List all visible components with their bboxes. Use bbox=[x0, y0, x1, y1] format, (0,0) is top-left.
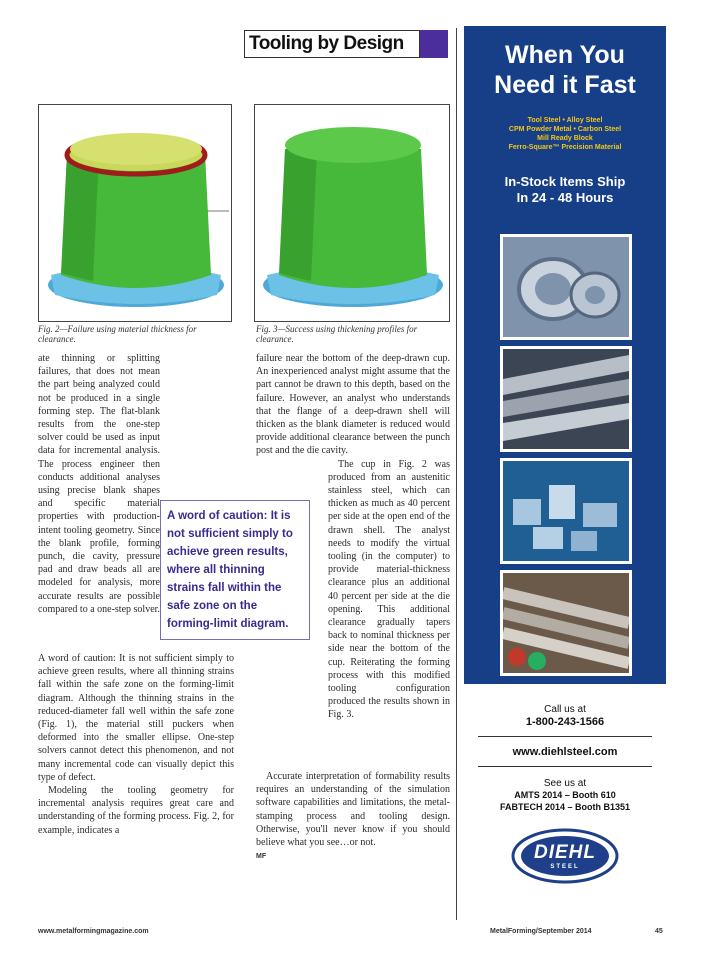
ad-ship-line-2: In 24 - 48 Hours bbox=[516, 190, 614, 205]
ad-feature: Ferro-Square™ Precision Material bbox=[508, 144, 622, 151]
ad-see-us-label: See us at bbox=[543, 778, 587, 789]
column-divider bbox=[456, 28, 457, 920]
ad-phone-number: 1-800-243-1566 bbox=[525, 716, 605, 728]
ad-feature: CPM Powder Metal • Carbon Steel bbox=[508, 126, 622, 133]
ad-call-label: Call us at bbox=[544, 704, 586, 715]
article-paragraph: A word of caution: It is not sufficient simply to achieve green results, where all thinning strains fall within the safe zone on the forming-limit diagram. Although the thinning strains in the reduced-diameter fall well within the safe zone (Fig. 1), the material still puckers when deformed into the smaller ellipse. One-step solvers cannot detect this phenomenon, and not many incremental code can visually depict this type of defect. bbox=[38, 653, 234, 783]
steel-bars-photo bbox=[500, 346, 632, 452]
figure-3-caption: Fig. 3—Success using thickening profiles for clearance. bbox=[256, 324, 418, 344]
steel-rods-photo bbox=[500, 570, 632, 676]
ad-headline bbox=[464, 40, 666, 100]
ad-ship-line-1: In-Stock Items Ship bbox=[504, 174, 626, 189]
ad-divider bbox=[478, 736, 652, 737]
end-mark: MF bbox=[256, 853, 267, 861]
figure-2-image bbox=[38, 104, 232, 322]
ad-shipping-promise bbox=[464, 174, 666, 206]
article-left-column-continued bbox=[38, 652, 234, 837]
ad-website: www.diehlsteel.com bbox=[512, 746, 618, 758]
section-color-chip bbox=[420, 30, 448, 58]
diehl-steel-logo bbox=[510, 826, 620, 886]
ad-headline-line-1: When You bbox=[505, 41, 625, 69]
ad-headline-line-2: Need it Fast bbox=[494, 71, 636, 99]
article-right-column-end bbox=[256, 770, 450, 863]
ad-header-panel bbox=[464, 26, 666, 232]
steel-blocks-photo bbox=[500, 458, 632, 564]
steel-coil-photo bbox=[500, 234, 632, 340]
footer-issue: MetalForming/September 2014 bbox=[490, 928, 592, 935]
article-paragraph: Modeling the tooling geometry for incremental analysis requires great care and understanding of the forming process. Fig. 2, for example, indicates a bbox=[38, 785, 234, 836]
ad-product-photos bbox=[464, 232, 666, 684]
ad-feature: Mill Ready Block bbox=[537, 135, 593, 142]
article-paragraph: Accurate interpretation of formability results requires an understanding of the simulation software capabilities and limitations, the metal-stamping process and tooling design. Otherwise, you'll never know if you should believe what you see…or not. bbox=[256, 771, 450, 849]
footer-website: www.metalformingmagazine.com bbox=[38, 928, 149, 935]
section-title: Tooling by Design bbox=[244, 30, 420, 58]
figure-2-caption: Fig. 2—Failure using material thickness for clearance. bbox=[38, 324, 197, 344]
article-paragraph: ate thinning or splitting failures, that does not mean the part being analyzed could not be produced in a single forming step. The flat-blank results from the one-step solver could be used as input data for incremental analysis. The process engineer then conducts additional analyses using precise blank shapes and specific material properties with production-intent tooling geometry. Since the blank profile, forming punch, die cavity, pressure pad and draw beads all are modeled for analysis, more accurate results are possible compared to a one-step solver. bbox=[38, 353, 160, 615]
page-number: 45 bbox=[655, 928, 663, 935]
article-paragraph: failure near the bottom of the deep-drawn cup. An inexperienced analyst might assume that the part cannot be drawn to this depth, based on the failure. However, an analyst who understands that the flange of a deep-drawn shell will thicken as the blank diameter is reduced would provide additional clearance between the punch post and the die cavity. bbox=[256, 353, 450, 457]
ad-booth-fabtech: FABTECH 2014 – Booth B1351 bbox=[499, 802, 631, 812]
ad-booth-amts: AMTS 2014 – Booth 610 bbox=[514, 790, 616, 800]
article-paragraph: The cup in Fig. 2 was produced from an austenitic stainless steel, which can thicken as much as 40 percent per side at the open end of the drawn shell. The analyst needs to modify the virtual tooling (in the computer) to provide material-thickness clearance plus an additional 40 percent per side at the die opening. This additional clearance gradually tapers back to nominal thickness per side near the bottom of the cup. Reiterating the forming process with this modified tooling configuration produced the results shown in Fig. 3. bbox=[328, 458, 450, 721]
pull-quote: A word of caution: It is not sufficient simply to achieve green results, where all thinning strains fall within the safe zone on the forming-limit diagram. bbox=[160, 500, 310, 640]
logo-wordmark: DIEHL bbox=[534, 842, 596, 863]
diehl-steel-advertisement bbox=[464, 26, 666, 892]
ad-features bbox=[474, 116, 656, 152]
figure-3-image bbox=[254, 104, 450, 322]
logo-subtext: STEEL bbox=[550, 864, 580, 870]
ad-divider bbox=[478, 766, 652, 767]
ad-feature: Tool Steel • Alloy Steel bbox=[527, 117, 603, 124]
